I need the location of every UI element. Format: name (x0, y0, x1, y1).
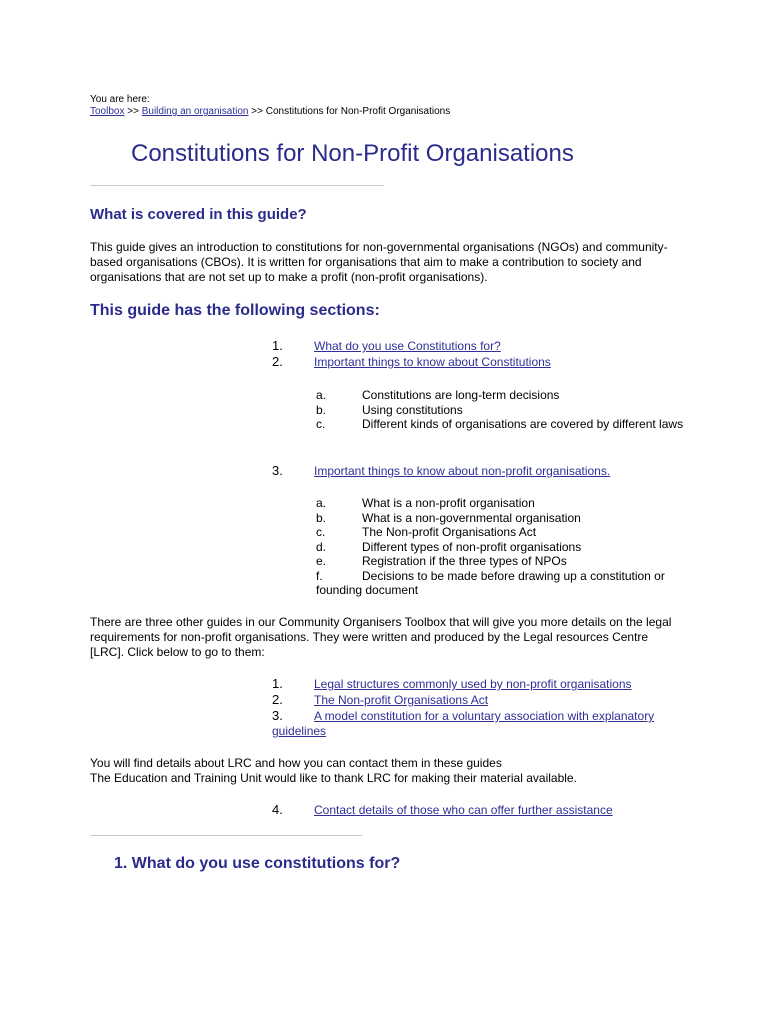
list-item (272, 463, 610, 479)
page-title: Constitutions for Non-Profit Organisations (131, 140, 574, 167)
list-number: 4. (272, 802, 283, 817)
sub-list-item: b. What is a non-governmental organisation (316, 510, 581, 525)
guide-link-legal-structures[interactable]: Legal structures commonly used by non-profit organisations (314, 677, 632, 691)
sub-list-item: b. Using constitutions (316, 402, 463, 417)
lrc-note (90, 756, 690, 786)
covered-heading: What is covered in this guide? (90, 206, 307, 223)
list-number: 1. (272, 338, 283, 353)
guide-link-model-constitution[interactable]: A model constitution for a voluntary association with explanatory guidelines (272, 709, 655, 738)
list-item (272, 676, 632, 692)
sub-list-item: e. Registration if the three types of NPOs (316, 554, 567, 568)
breadcrumb-separator: >> (127, 106, 139, 117)
section-link-1[interactable]: What do you use Constitutions for? (314, 339, 501, 353)
contact-link[interactable]: Contact details of those who can offer further assistance (314, 803, 613, 817)
other-guides-paragraph: There are three other guides in our Community Organisers Toolbox that will give you more details on the legal requirements for non-profit organisations. They were written and produced by the Legal resources Centre [LRC]. Click below to go to them: (90, 615, 672, 659)
breadcrumb-current: Constitutions for Non-Profit Organisations (265, 106, 451, 117)
list-number: 3. (272, 463, 283, 478)
breadcrumb-label: You are here: (90, 94, 150, 105)
sub-list-item: a. Constitutions are long-term decisions (316, 388, 560, 402)
breadcrumb-link-building[interactable]: Building an organisation (141, 106, 249, 117)
section-link-2[interactable]: Important things to know about Constitutions (314, 355, 551, 369)
sub-list-item: f. Decisions to be made before drawing up a constitution or founding document (316, 568, 665, 597)
divider (90, 185, 384, 186)
section-link-3[interactable]: Important things to know about non-profit organisations. (314, 464, 611, 478)
sub-list-item: d. Different types of non-profit organisations (316, 539, 582, 554)
breadcrumb (90, 94, 450, 118)
list-number: 1. (272, 676, 283, 691)
guide-link-npo-act[interactable]: The Non-profit Organisations Act (314, 693, 489, 707)
list-item (272, 354, 551, 370)
list-number: 3. (272, 708, 283, 723)
list-item (272, 802, 613, 818)
divider (90, 835, 362, 836)
lrc-line-1: You will find details about LRC and how you can contact them in these guides (90, 756, 502, 770)
list-item (272, 338, 501, 354)
list-number: 2. (272, 354, 283, 369)
sub-list-item: c. The Non-profit Organisations Act (316, 525, 537, 539)
section-1-heading: 1. What do you use constitutions for? (114, 855, 401, 872)
sections-heading: This guide has the following sections: (90, 302, 380, 319)
list-number: 2. (272, 692, 283, 707)
sub-list (316, 496, 686, 598)
list-item (272, 708, 682, 739)
breadcrumb-link-toolbox[interactable]: Toolbox (90, 106, 125, 117)
covered-paragraph: This guide gives an introduction to constitutions for non-governmental organisations (NGOs) and community-based organisations (CBOs). It is written for organisations that aim to make a contribution to society and organisations that are not set up to make a profit (non-profit organisations). (90, 240, 668, 284)
sub-list-item: a. What is a non-profit organisation (316, 496, 535, 510)
sub-list-item: c. Different kinds of organisations are covered by different laws (316, 417, 684, 431)
list-item (272, 692, 488, 708)
lrc-line-2: The Education and Training Unit would like to thank LRC for making their material available. (90, 771, 577, 785)
breadcrumb-separator: >> (251, 106, 263, 117)
sub-list (316, 388, 686, 432)
